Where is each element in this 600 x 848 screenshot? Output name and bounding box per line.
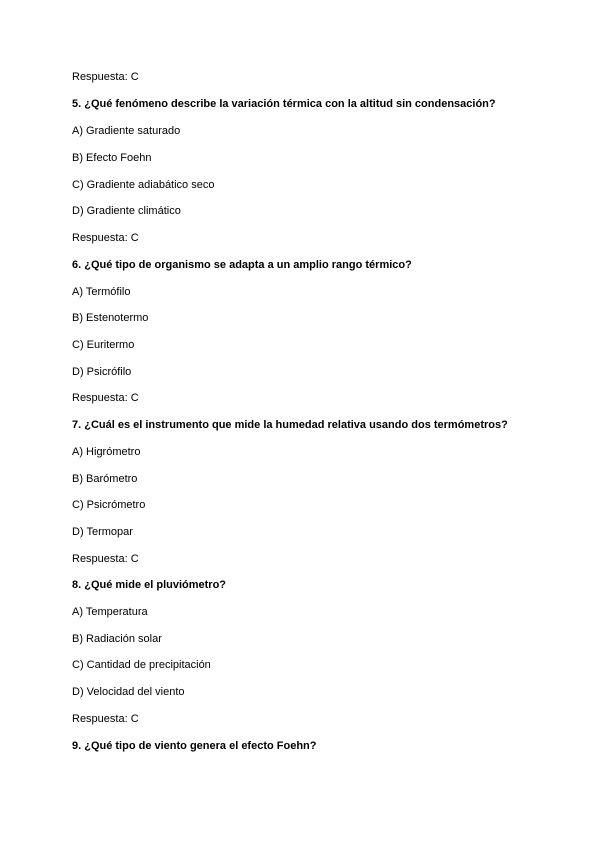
option-line: D) Velocidad del viento (72, 686, 185, 698)
question-9: 9. ¿Qué tipo de viento genera el efecto Foehn? (72, 740, 317, 752)
question-7: 7. ¿Cuál es el instrumento que mide la humedad relativa usando dos termómetros? (72, 419, 508, 431)
option-line: D) Termopar (72, 526, 133, 538)
option-line: A) Termófilo (72, 286, 131, 298)
option-line: D) Psicrófilo (72, 366, 132, 378)
question-8: 8. ¿Qué mide el pluviómetro? (72, 579, 227, 591)
option-line: C) Euritermo (72, 339, 135, 351)
option-line: D) Gradiente climático (72, 205, 181, 217)
question-5: 5. ¿Qué fenómeno describe la variación térmica con la altitud sin condensación? (72, 98, 496, 110)
answer-line: Respuesta: C (72, 553, 139, 565)
question-6: 6. ¿Qué tipo de organismo se adapta a un amplio rango térmico? (72, 259, 412, 271)
answer-line: Respuesta: C (72, 713, 139, 725)
option-line: B) Estenotermo (72, 312, 149, 324)
option-line: C) Gradiente adiabático seco (72, 179, 215, 191)
option-line: A) Temperatura (72, 606, 148, 618)
answer-line: Respuesta: C (72, 232, 139, 244)
option-line: B) Efecto Foehn (72, 152, 152, 164)
answer-line: Respuesta: C (72, 71, 139, 83)
option-line: A) Higrómetro (72, 446, 141, 458)
answer-line: Respuesta: C (72, 392, 139, 404)
option-line: B) Barómetro (72, 473, 138, 485)
option-line: C) Psicrómetro (72, 499, 146, 511)
option-line: B) Radiación solar (72, 633, 162, 645)
option-line: C) Cantidad de precipitación (72, 659, 211, 671)
option-line: A) Gradiente saturado (72, 125, 181, 137)
